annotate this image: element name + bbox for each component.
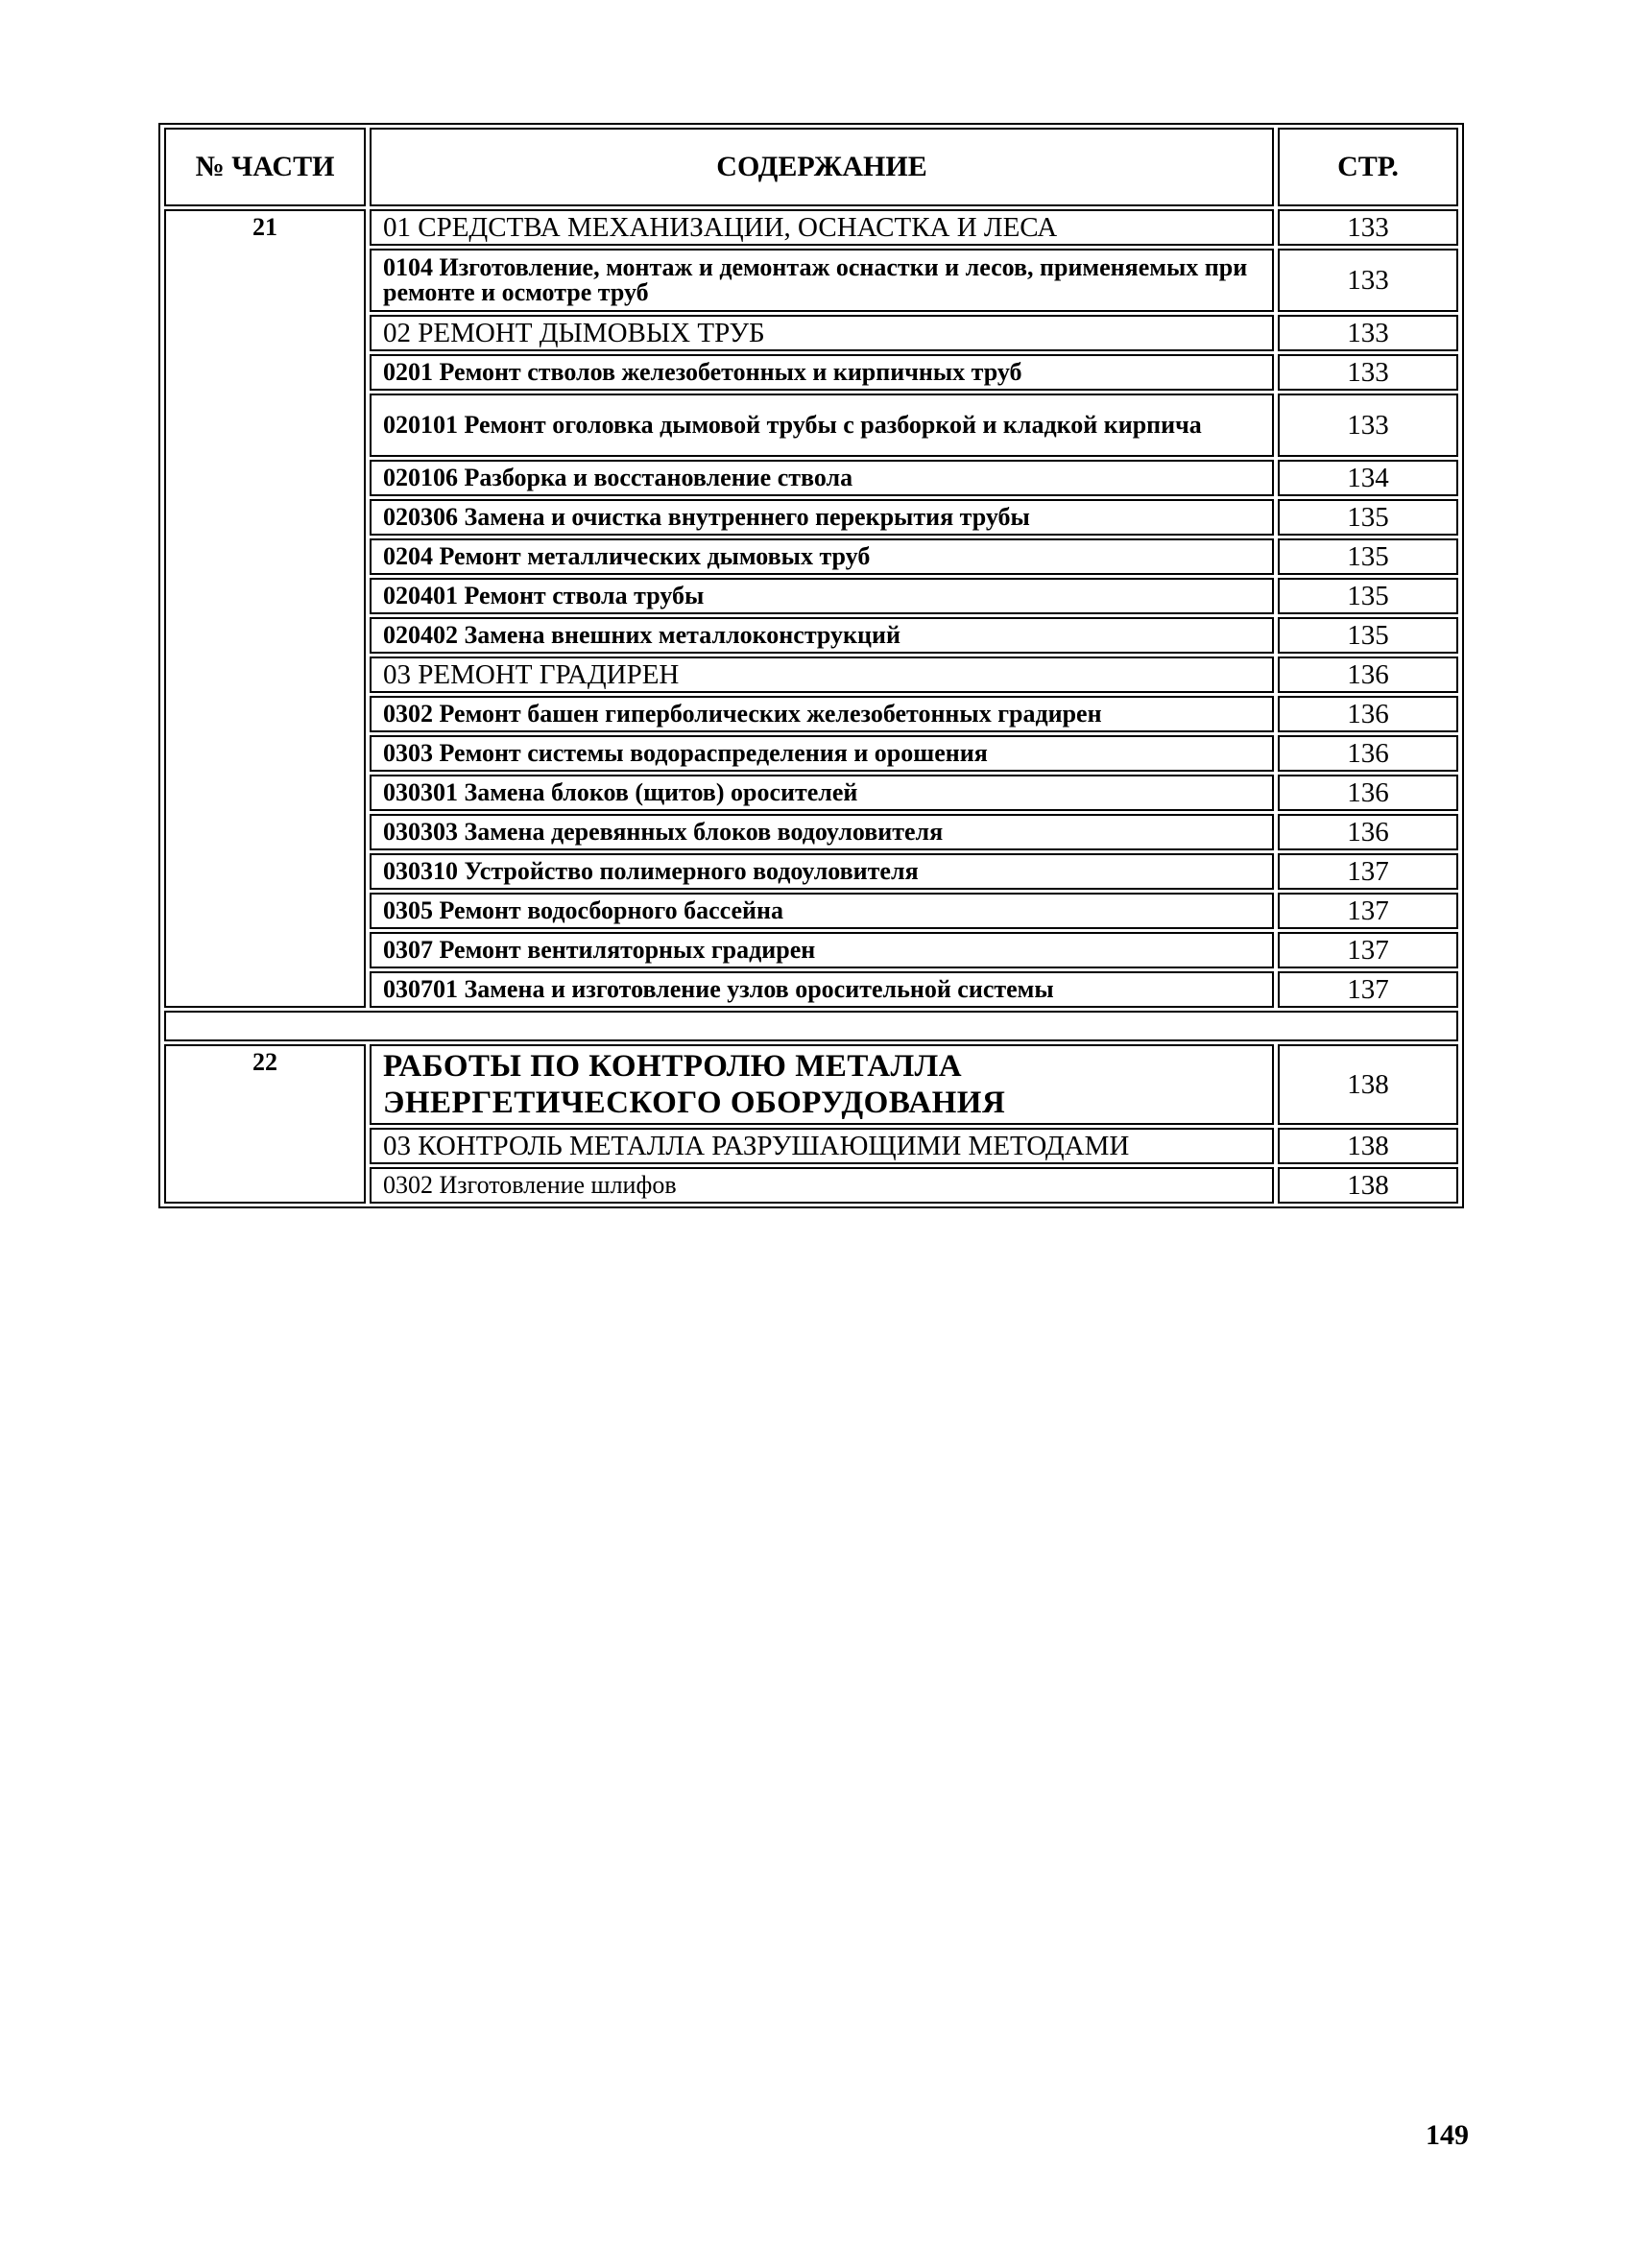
entry-title: 0204 Ремонт металлических дымовых труб xyxy=(370,538,1274,575)
entry-title: 030310 Устройство полимерного водоуловителя xyxy=(370,853,1274,890)
entry-title: 030701 Замена и изготовление узлов оросительной системы xyxy=(370,971,1274,1008)
section-title: 03 КОНТРОЛЬ МЕТАЛЛА РАЗРУШАЮЩИМИ МЕТОДАМИ xyxy=(370,1128,1274,1164)
page-ref: 138 xyxy=(1278,1167,1458,1204)
page-ref: 137 xyxy=(1278,932,1458,968)
entry-title: 0302 Изготовление шлифов xyxy=(370,1167,1274,1204)
spacer-row xyxy=(164,1011,1458,1041)
toc-table xyxy=(158,123,1464,1208)
entry-title: 020106 Разборка и восстановление ствола xyxy=(370,460,1274,496)
page-ref: 135 xyxy=(1278,499,1458,536)
section-title: РАБОТЫ ПО КОНТРОЛЮ МЕТАЛЛА ЭНЕРГЕТИЧЕСКОГО ОБОРУДОВАНИЯ xyxy=(370,1044,1274,1125)
entry-title: 0302 Ремонт башен гиперболических железобетонных градирен xyxy=(370,696,1274,732)
page-ref: 134 xyxy=(1278,460,1458,496)
page-ref: 135 xyxy=(1278,578,1458,614)
table-row xyxy=(164,209,1458,246)
part-column-header: № ЧАСТИ xyxy=(164,128,366,206)
table-row xyxy=(164,1044,1458,1125)
page-number: 149 xyxy=(1426,2119,1469,2151)
page-ref: 136 xyxy=(1278,775,1458,811)
page-column-header: СТР. xyxy=(1278,128,1458,206)
page-ref: 133 xyxy=(1278,394,1458,457)
entry-title: 020402 Замена внешних металлоконструкций xyxy=(370,617,1274,654)
entry-title: 0201 Ремонт стволов железобетонных и кирпичных труб xyxy=(370,354,1274,391)
header-row xyxy=(164,128,1458,206)
spacer-cell xyxy=(164,1011,1458,1041)
page-ref: 138 xyxy=(1278,1044,1458,1125)
entry-title: 0307 Ремонт вентиляторных градирен xyxy=(370,932,1274,968)
page-ref: 133 xyxy=(1278,209,1458,246)
part-number: 21 xyxy=(164,209,366,1008)
entry-title: 020101 Ремонт оголовка дымовой трубы с разборкой и кладкой кирпича xyxy=(370,394,1274,457)
entry-title: 030303 Замена деревянных блоков водоуловителя xyxy=(370,814,1274,850)
section-title: 02 РЕМОНТ ДЫМОВЫХ ТРУБ xyxy=(370,315,1274,351)
entry-title: 020306 Замена и очистка внутреннего перекрытия трубы xyxy=(370,499,1274,536)
page-ref: 136 xyxy=(1278,696,1458,732)
page-ref: 135 xyxy=(1278,617,1458,654)
page-ref: 133 xyxy=(1278,315,1458,351)
page-ref: 137 xyxy=(1278,853,1458,890)
section-title: 01 СРЕДСТВА МЕХАНИЗАЦИИ, ОСНАСТКА И ЛЕСА xyxy=(370,209,1274,246)
entry-title: 0303 Ремонт системы водораспределения и орошения xyxy=(370,735,1274,772)
page-ref: 138 xyxy=(1278,1128,1458,1164)
section-title: 03 РЕМОНТ ГРАДИРЕН xyxy=(370,657,1274,693)
part-number: 22 xyxy=(164,1044,366,1204)
page-ref: 136 xyxy=(1278,657,1458,693)
entry-title: 0104 Изготовление, монтаж и демонтаж оснастки и лесов, применяемых при ремонте и осмотре труб xyxy=(370,249,1274,312)
table-of-contents xyxy=(158,123,1464,1208)
entry-title: 030301 Замена блоков (щитов) оросителей xyxy=(370,775,1274,811)
entry-title: 020401 Ремонт ствола трубы xyxy=(370,578,1274,614)
page-ref: 137 xyxy=(1278,971,1458,1008)
page-ref: 136 xyxy=(1278,814,1458,850)
page-ref: 135 xyxy=(1278,538,1458,575)
content-column-header: СОДЕРЖАНИЕ xyxy=(370,128,1274,206)
page-ref: 133 xyxy=(1278,249,1458,312)
page-ref: 133 xyxy=(1278,354,1458,391)
entry-title: 0305 Ремонт водосборного бассейна xyxy=(370,893,1274,929)
page-ref: 137 xyxy=(1278,893,1458,929)
page-ref: 136 xyxy=(1278,735,1458,772)
